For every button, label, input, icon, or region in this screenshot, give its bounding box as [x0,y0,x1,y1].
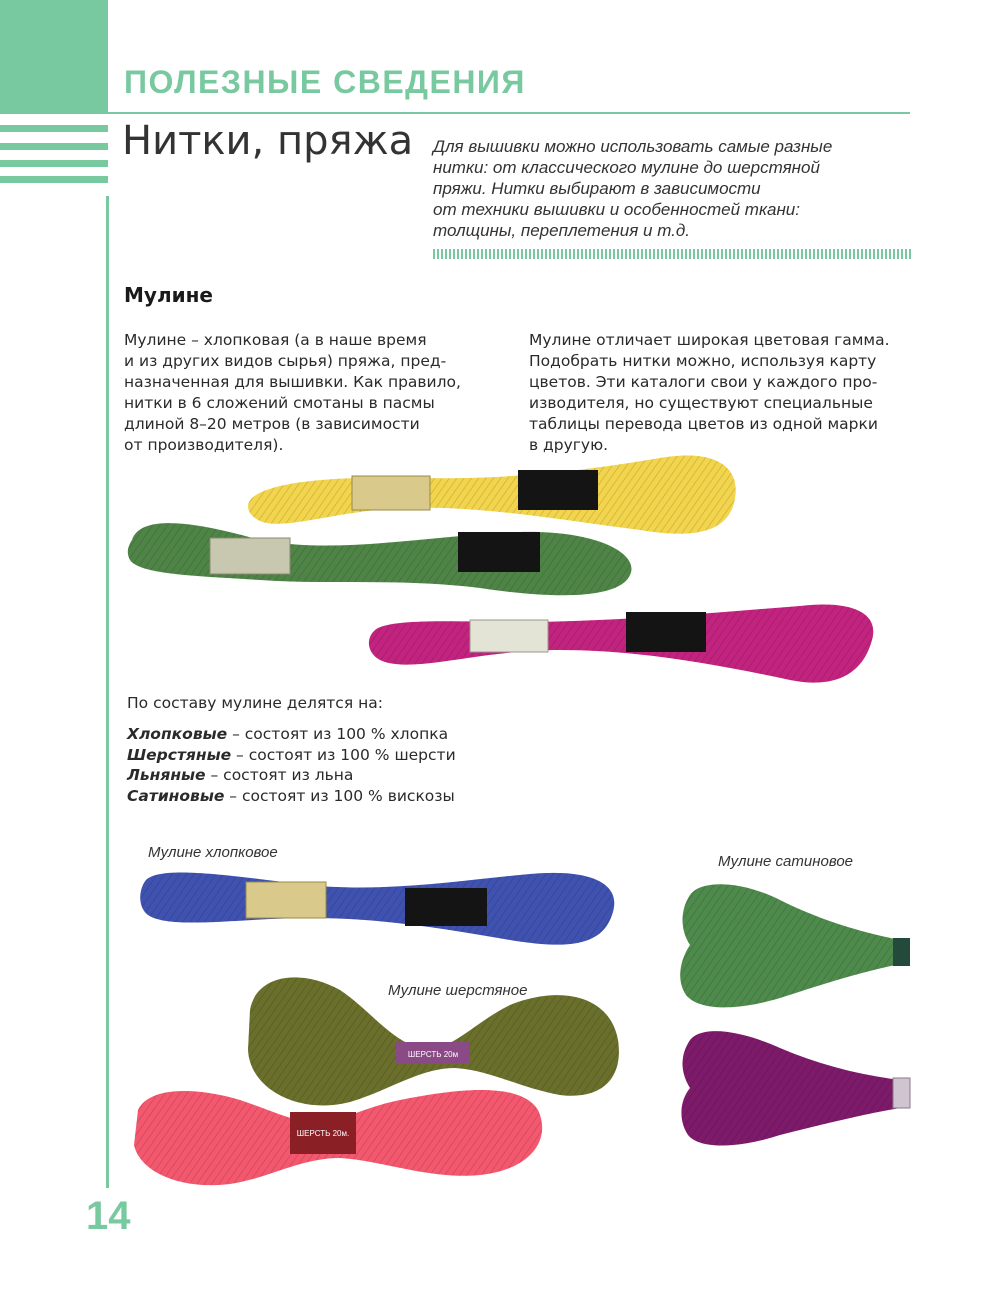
composition-item-name: Льняные [127,766,206,784]
composition-item-desc: – состоят из 100 % шерсти [231,745,456,764]
paragraph-line: в другую. [529,436,609,454]
satin-purple-skein-image [681,1031,910,1145]
paragraph-line: нитки в 6 сложений смотаны в пасмы [124,394,435,412]
paragraph-line: цветов. Эти каталоги свои у каждого про- [529,373,878,391]
composition-item [127,786,456,807]
paragraph-line: изводителя, но существуют специальные [529,394,873,412]
intro-line: Для вышивки можно использовать самые разные [433,137,833,156]
paragraph-line: таблицы перевода цветов из одной марки [529,415,878,433]
paragraph-line: Подобрать нитки можно, используя карту [529,352,877,370]
composition-item-desc: – состоят из льна [205,766,354,784]
magenta-skein-image [369,604,873,682]
composition-intro: По составу мулине делятся на: [127,694,383,712]
green-skein-image [128,523,632,595]
paragraph-line: Мулине отличает широкая цветовая гамма. [529,331,890,349]
intro-line: от техники вышивки и особенностей ткани: [433,200,800,219]
caption-satin: Мулине сатиновое [718,853,854,870]
composition-item [127,724,456,745]
paragraph-line: Мулине – хлопковая (а в наше время [124,331,427,349]
composition-list [127,724,456,806]
page-title: Нитки, пряжа [122,118,414,164]
paragraph-line: назначенная для вышивки. Как правило, [124,373,461,391]
composition-item-name: Хлопковые [127,725,228,743]
composition-item-name: Сатиновые [127,786,225,805]
section-title: Мулине [124,283,213,307]
composition-item-desc: – состоят из 100 % вискозы [224,786,455,805]
composition-item-name: Шерстяные [127,745,232,764]
composition-item [127,765,456,786]
composition-item [127,745,456,766]
intro-line: толщины, переплетения и т.д. [433,221,691,240]
paragraph-line: и из других видов сырья) пряжа, пред- [124,352,447,370]
caption-wool: Мулине шерстяное [388,982,528,999]
wool-band-label: ШЕРСТЬ 20м. [296,1129,350,1138]
satin-green-skein-image [680,884,910,1007]
composition-item-desc: – состоят из 100 % хлопка [227,725,449,743]
caption-cotton: Мулине хлопковое [148,844,278,861]
paragraph-line: от производителя). [124,436,284,454]
section-label: ПОЛЕЗНЫЕ СВЕДЕНИЯ [124,64,526,100]
intro-line: нитки: от классического мулине до шерстяной [433,158,820,177]
yellow-skein-image [248,456,736,534]
wool-band-label: ШЕРСТЬ 20м [407,1050,459,1059]
blue-skein-image [140,872,614,944]
page-number: 14 [86,1194,131,1238]
intro-line: пряжи. Нитки выбирают в зависимости [433,179,761,198]
paragraph-line: длиной 8–20 метров (в зависимости [124,415,420,433]
